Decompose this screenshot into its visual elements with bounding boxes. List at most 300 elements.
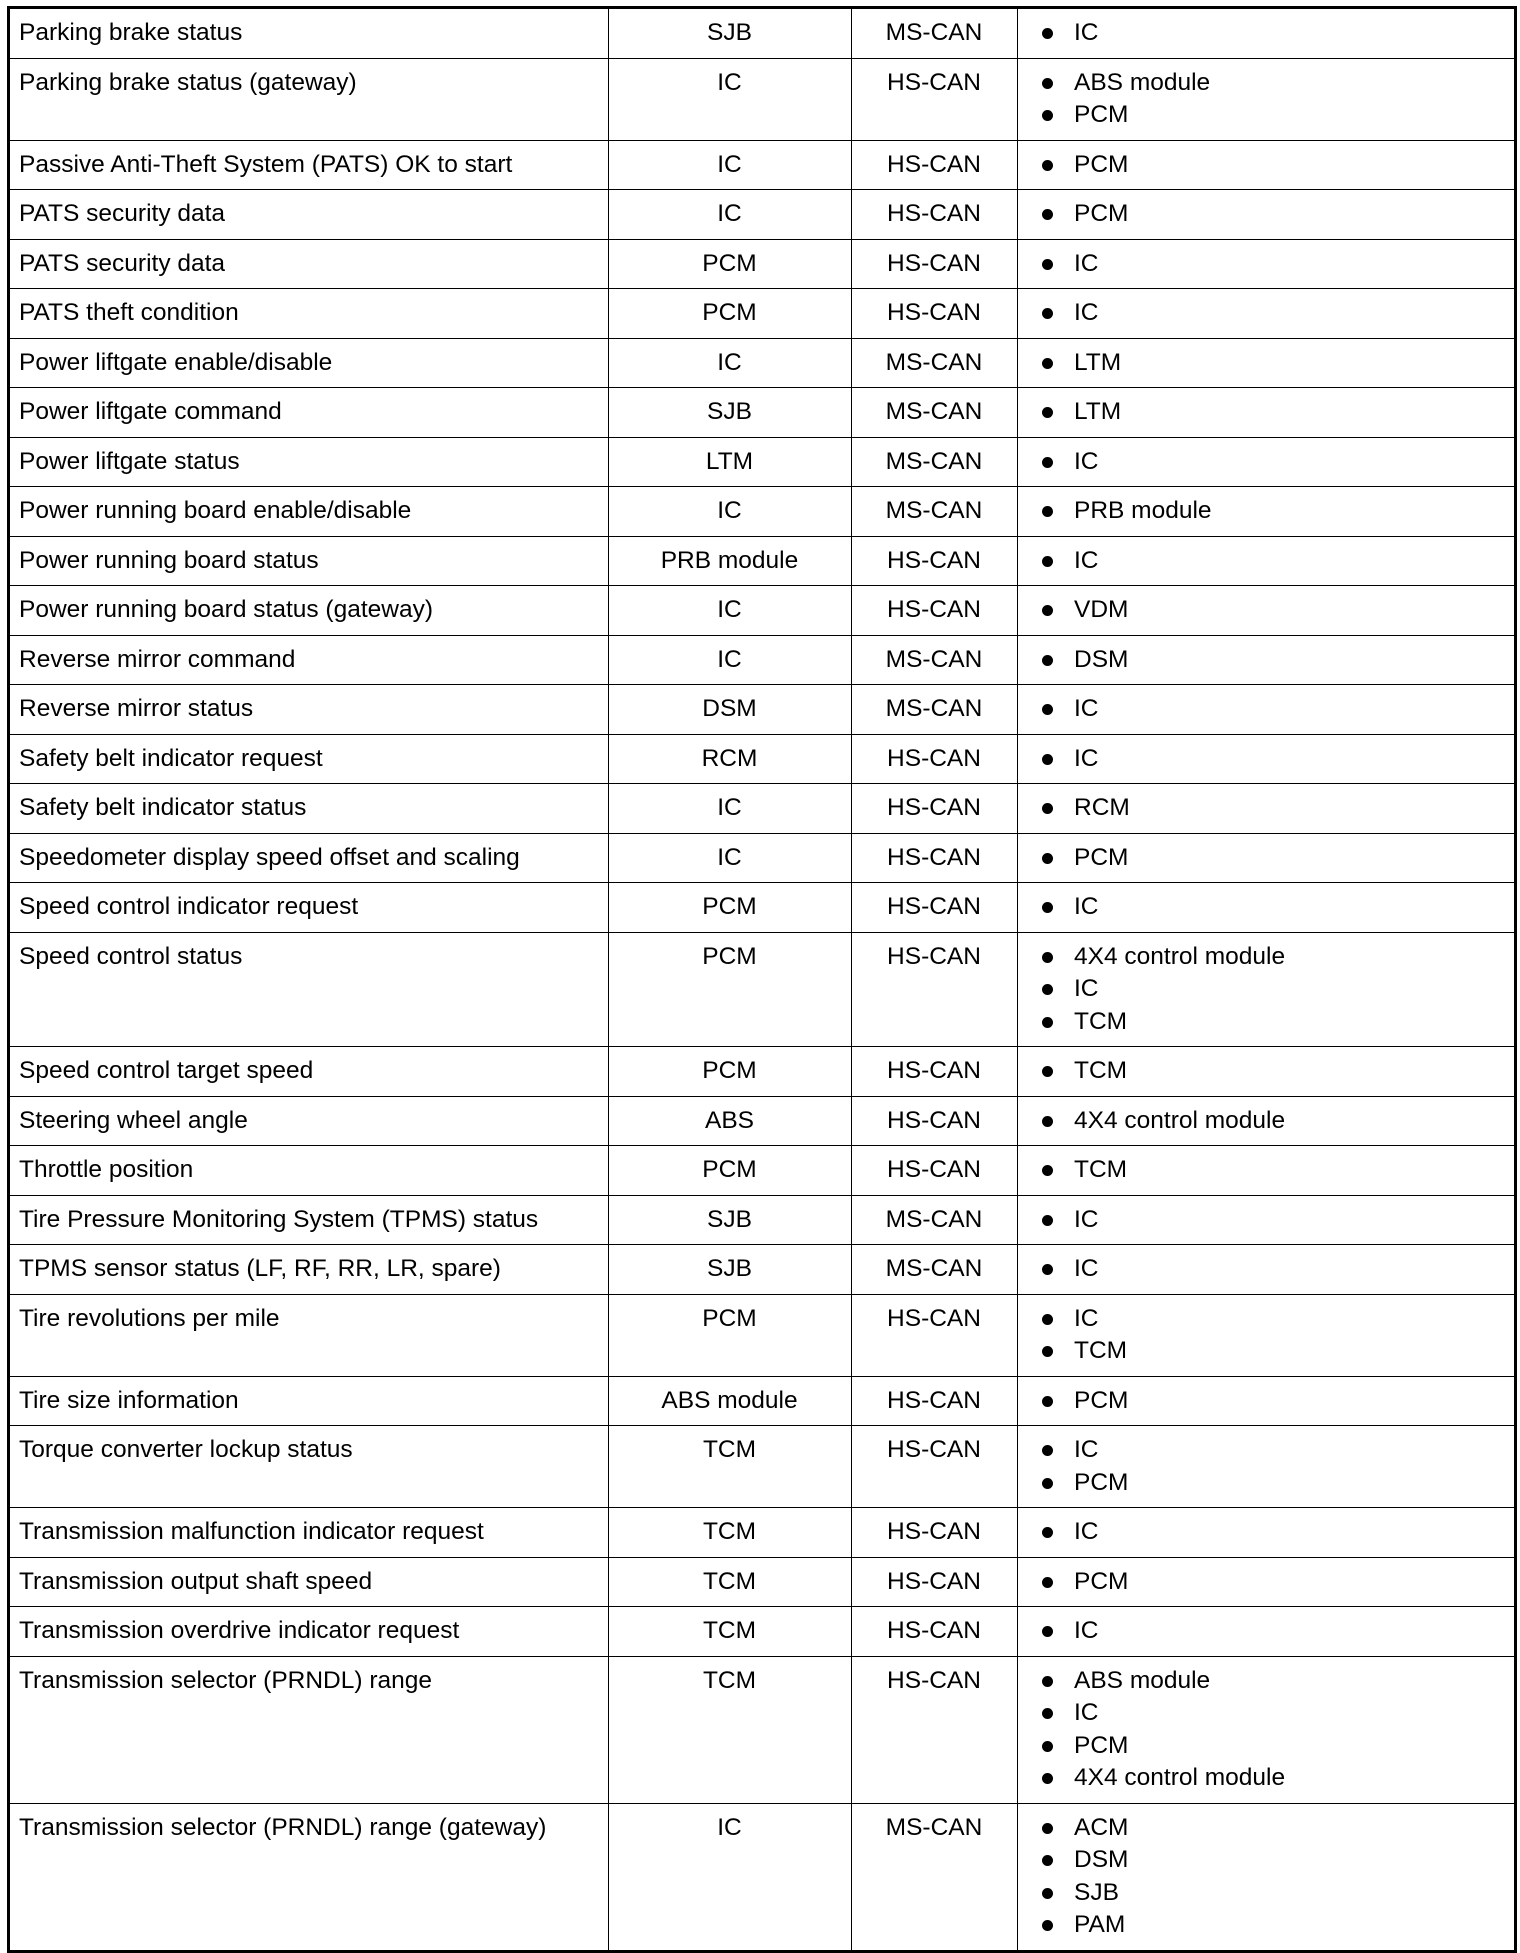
bullet-icon: [1042, 1017, 1053, 1028]
bullet-icon: [1042, 1066, 1053, 1077]
receiving-modules-cell: [1018, 635, 1516, 685]
bullet-icon: [1042, 1708, 1053, 1719]
receiver-list: [1038, 396, 1504, 429]
receiver-list: [1038, 693, 1504, 726]
message-cell: Reverse mirror command: [9, 635, 609, 685]
receiver-list: [1038, 792, 1504, 825]
table-row: [9, 140, 1516, 190]
receiver-list: [1038, 1812, 1504, 1942]
list-item: [1038, 149, 1504, 182]
message-cell: Passive Anti-Theft System (PATS) OK to start: [9, 140, 609, 190]
list-item: [1038, 842, 1504, 875]
list-item: [1038, 495, 1504, 528]
network-cell: MS-CAN: [852, 685, 1018, 735]
message-cell: Power liftgate enable/disable: [9, 338, 609, 388]
receiver-label: IC: [1074, 1699, 1099, 1726]
receiver-label: IC: [1074, 975, 1099, 1002]
message-cell: Tire Pressure Monitoring System (TPMS) status: [9, 1195, 609, 1245]
bullet-icon: [1042, 1773, 1053, 1784]
receiver-label: IC: [1074, 1205, 1099, 1233]
receiver-label: IC: [1074, 447, 1099, 475]
receiver-label: PCM: [1074, 101, 1129, 128]
transmitting-module-cell: IC: [609, 586, 852, 636]
network-cell: HS-CAN: [852, 883, 1018, 933]
table-row: [9, 685, 1516, 735]
network-cell: MS-CAN: [852, 1803, 1018, 1951]
receiving-modules-cell: [1018, 1195, 1516, 1245]
message-cell: Reverse mirror status: [9, 685, 609, 735]
network-cell: HS-CAN: [852, 734, 1018, 784]
receiving-modules-cell: [1018, 1146, 1516, 1196]
bullet-icon: [1042, 556, 1053, 567]
receiving-modules-cell: [1018, 190, 1516, 240]
transmitting-module-cell: LTM: [609, 437, 852, 487]
network-cell: HS-CAN: [852, 1557, 1018, 1607]
bullet-icon: [1042, 655, 1053, 666]
receiver-label: IC: [1074, 1255, 1099, 1282]
message-cell: Tire size information: [9, 1376, 609, 1426]
bullet-icon: [1042, 1215, 1053, 1226]
receiver-label: IC: [1074, 1518, 1099, 1545]
bullet-icon: [1042, 160, 1053, 171]
message-cell: Throttle position: [9, 1146, 609, 1196]
table-row: [9, 388, 1516, 438]
list-item: [1038, 1006, 1504, 1039]
transmitting-module-cell: IC: [609, 635, 852, 685]
list-item: [1038, 67, 1504, 100]
transmitting-module-cell: TCM: [609, 1557, 852, 1607]
table-row: [9, 289, 1516, 339]
transmitting-module-cell: PCM: [609, 883, 852, 933]
list-item: [1038, 1105, 1504, 1138]
receiver-list: [1038, 1253, 1504, 1286]
bullet-icon: [1042, 506, 1053, 517]
table-row: [9, 734, 1516, 784]
list-item: [1038, 297, 1504, 330]
transmitting-module-cell: TCM: [609, 1508, 852, 1558]
receiving-modules-cell: [1018, 932, 1516, 1047]
list-item: [1038, 1615, 1504, 1648]
receiver-label: TCM: [1074, 1007, 1128, 1035]
network-cell: HS-CAN: [852, 1376, 1018, 1426]
network-cell: HS-CAN: [852, 1607, 1018, 1657]
table-row: [9, 1508, 1516, 1558]
message-cell: PATS security data: [9, 190, 609, 240]
message-cell: Parking brake status (gateway): [9, 58, 609, 140]
receiver-label: IC: [1074, 19, 1099, 46]
table-row: [9, 1803, 1516, 1951]
receiver-label: IC: [1074, 1436, 1099, 1463]
list-item: [1038, 941, 1504, 974]
network-cell: MS-CAN: [852, 1195, 1018, 1245]
list-item: [1038, 693, 1504, 726]
receiver-label: DSM: [1074, 645, 1129, 673]
receiving-modules-cell: [1018, 1607, 1516, 1657]
bullet-icon: [1042, 605, 1053, 616]
receiving-modules-cell: [1018, 1803, 1516, 1951]
list-item: [1038, 347, 1504, 380]
receiver-list: [1038, 17, 1504, 50]
bullet-icon: [1042, 259, 1053, 270]
bullet-icon: [1042, 308, 1053, 319]
bullet-icon: [1042, 1165, 1053, 1176]
bullet-icon: [1042, 1527, 1053, 1538]
list-item: [1038, 99, 1504, 132]
bullet-icon: [1042, 78, 1053, 89]
table-row: [9, 883, 1516, 933]
receiver-label: TCM: [1074, 1337, 1128, 1364]
receiver-label: TCM: [1074, 1057, 1128, 1084]
table-row: [9, 1047, 1516, 1097]
list-item: [1038, 1665, 1504, 1698]
receiver-label: TCM: [1074, 1156, 1128, 1183]
table-row: [9, 1656, 1516, 1803]
message-cell: Power liftgate command: [9, 388, 609, 438]
receiver-list: [1038, 347, 1504, 380]
bullet-icon: [1042, 803, 1053, 814]
receiving-modules-cell: [1018, 1245, 1516, 1295]
transmitting-module-cell: PCM: [609, 1047, 852, 1097]
receiving-modules-cell: [1018, 1047, 1516, 1097]
bullet-icon: [1042, 1478, 1053, 1489]
message-cell: Transmission selector (PRNDL) range: [9, 1656, 609, 1803]
table-row: [9, 1376, 1516, 1426]
receiving-modules-cell: [1018, 685, 1516, 735]
receiver-label: VDM: [1074, 596, 1129, 623]
receiver-list: [1038, 1105, 1504, 1138]
receiving-modules-cell: [1018, 388, 1516, 438]
network-cell: MS-CAN: [852, 1245, 1018, 1295]
transmitting-module-cell: RCM: [609, 734, 852, 784]
receiver-label: PCM: [1074, 1567, 1129, 1595]
receiver-list: [1038, 842, 1504, 875]
message-cell: Power running board status (gateway): [9, 586, 609, 636]
transmitting-module-cell: IC: [609, 190, 852, 240]
receiver-label: IC: [1074, 546, 1099, 574]
list-item: [1038, 1204, 1504, 1237]
network-cell: MS-CAN: [852, 437, 1018, 487]
bullet-icon: [1042, 1346, 1053, 1357]
list-item: [1038, 1909, 1504, 1942]
bullet-icon: [1042, 1264, 1053, 1275]
transmitting-module-cell: IC: [609, 140, 852, 190]
table-row: [9, 1607, 1516, 1657]
list-item: [1038, 1762, 1504, 1795]
network-cell: HS-CAN: [852, 190, 1018, 240]
bullet-icon: [1042, 754, 1053, 765]
message-cell: Transmission output shaft speed: [9, 1557, 609, 1607]
network-cell: HS-CAN: [852, 536, 1018, 586]
document-page: [7, 6, 1514, 1953]
table-row: [9, 784, 1516, 834]
receiver-label: 4X4 control module: [1074, 1764, 1286, 1791]
list-item: [1038, 1697, 1504, 1730]
transmitting-module-cell: IC: [609, 58, 852, 140]
table-row: [9, 1096, 1516, 1146]
receiver-list: [1038, 545, 1504, 578]
transmitting-module-cell: IC: [609, 1803, 852, 1951]
transmitting-module-cell: PCM: [609, 1294, 852, 1376]
list-item: [1038, 198, 1504, 231]
list-item: [1038, 1566, 1504, 1599]
message-cell: Transmission malfunction indicator request: [9, 1508, 609, 1558]
receiving-modules-cell: [1018, 883, 1516, 933]
bullet-icon: [1042, 1920, 1053, 1931]
message-cell: Speed control target speed: [9, 1047, 609, 1097]
network-cell: HS-CAN: [852, 1096, 1018, 1146]
message-cell: Safety belt indicator request: [9, 734, 609, 784]
bullet-icon: [1042, 1823, 1053, 1834]
receiver-label: DSM: [1074, 1846, 1129, 1873]
receiver-label: IC: [1074, 893, 1099, 920]
network-cell: MS-CAN: [852, 635, 1018, 685]
network-cell: MS-CAN: [852, 487, 1018, 537]
receiving-modules-cell: [1018, 437, 1516, 487]
receiver-label: LTM: [1074, 398, 1122, 425]
list-item: [1038, 1154, 1504, 1187]
receiver-label: PAM: [1074, 1911, 1126, 1938]
list-item: [1038, 1385, 1504, 1418]
list-item: [1038, 1055, 1504, 1088]
table-row: [9, 190, 1516, 240]
transmitting-module-cell: ABS: [609, 1096, 852, 1146]
receiving-modules-cell: [1018, 784, 1516, 834]
bullet-icon: [1042, 110, 1053, 121]
transmitting-module-cell: SJB: [609, 8, 852, 59]
network-cell: HS-CAN: [852, 586, 1018, 636]
receiver-label: IC: [1074, 299, 1099, 326]
receiving-modules-cell: [1018, 1426, 1516, 1508]
message-cell: Power running board status: [9, 536, 609, 586]
message-cell: Steering wheel angle: [9, 1096, 609, 1146]
table-row: [9, 487, 1516, 537]
list-item: [1038, 248, 1504, 281]
receiving-modules-cell: [1018, 536, 1516, 586]
table-row: [9, 1557, 1516, 1607]
bullet-icon: [1042, 1888, 1053, 1899]
table-row: [9, 833, 1516, 883]
transmitting-module-cell: TCM: [609, 1607, 852, 1657]
receiver-label: IC: [1074, 744, 1099, 772]
list-item: [1038, 1844, 1504, 1877]
table-row: [9, 1245, 1516, 1295]
list-item: [1038, 1730, 1504, 1763]
network-cell: HS-CAN: [852, 932, 1018, 1047]
receiver-label: PCM: [1074, 843, 1129, 871]
message-cell: PATS security data: [9, 239, 609, 289]
transmitting-module-cell: DSM: [609, 685, 852, 735]
receiver-list: [1038, 1615, 1504, 1648]
transmitting-module-cell: PCM: [609, 239, 852, 289]
receiver-list: [1038, 1204, 1504, 1237]
message-cell: Speed control status: [9, 932, 609, 1047]
receiver-label: ACM: [1074, 1813, 1129, 1841]
receiver-label: 4X4 control module: [1074, 942, 1286, 970]
list-item: [1038, 1434, 1504, 1467]
receiver-label: RCM: [1074, 794, 1130, 821]
network-cell: HS-CAN: [852, 784, 1018, 834]
list-item: [1038, 545, 1504, 578]
receiver-label: PCM: [1074, 1731, 1129, 1759]
receiver-list: [1038, 644, 1504, 677]
bullet-icon: [1042, 1445, 1053, 1456]
transmitting-module-cell: SJB: [609, 388, 852, 438]
list-item: [1038, 396, 1504, 429]
bullet-icon: [1042, 853, 1053, 864]
table-row: [9, 1426, 1516, 1508]
message-cell: PATS theft condition: [9, 289, 609, 339]
table-row: [9, 239, 1516, 289]
list-item: [1038, 1303, 1504, 1336]
transmitting-module-cell: TCM: [609, 1656, 852, 1803]
bullet-icon: [1042, 1116, 1053, 1127]
message-cell: Tire revolutions per mile: [9, 1294, 609, 1376]
receiver-list: [1038, 594, 1504, 627]
message-cell: Transmission overdrive indicator request: [9, 1607, 609, 1657]
receiving-modules-cell: [1018, 487, 1516, 537]
network-cell: HS-CAN: [852, 140, 1018, 190]
network-message-table: [7, 6, 1517, 1953]
receiver-label: PCM: [1074, 1468, 1129, 1496]
bullet-icon: [1042, 209, 1053, 220]
receiver-list: [1038, 446, 1504, 479]
message-cell: Speed control indicator request: [9, 883, 609, 933]
receiver-list: [1038, 198, 1504, 231]
table-row: [9, 536, 1516, 586]
list-item: [1038, 743, 1504, 776]
message-cell: Speedometer display speed offset and scaling: [9, 833, 609, 883]
receiver-label: IC: [1074, 249, 1099, 277]
receiver-list: [1038, 1303, 1504, 1368]
receiver-list: [1038, 1055, 1504, 1088]
receiving-modules-cell: [1018, 1376, 1516, 1426]
receiving-modules-cell: [1018, 8, 1516, 59]
bullet-icon: [1042, 952, 1053, 963]
network-cell: HS-CAN: [852, 1426, 1018, 1508]
receiver-label: SJB: [1074, 1878, 1119, 1906]
list-item: [1038, 891, 1504, 924]
receiver-label: IC: [1074, 695, 1099, 722]
transmitting-module-cell: IC: [609, 784, 852, 834]
table-row: [9, 8, 1516, 59]
transmitting-module-cell: IC: [609, 338, 852, 388]
bullet-icon: [1042, 407, 1053, 418]
receiver-label: IC: [1074, 1617, 1099, 1644]
receiver-list: [1038, 1154, 1504, 1187]
list-item: [1038, 973, 1504, 1006]
receiver-label: 4X4 control module: [1074, 1106, 1286, 1134]
message-cell: Transmission selector (PRNDL) range (gateway): [9, 1803, 609, 1951]
receiving-modules-cell: [1018, 1508, 1516, 1558]
receiver-list: [1038, 1566, 1504, 1599]
receiver-label: ABS module: [1074, 1666, 1211, 1694]
transmitting-module-cell: IC: [609, 833, 852, 883]
receiver-list: [1038, 149, 1504, 182]
receiver-list: [1038, 297, 1504, 330]
receiving-modules-cell: [1018, 1557, 1516, 1607]
list-item: [1038, 1253, 1504, 1286]
table-row: [9, 437, 1516, 487]
receiving-modules-cell: [1018, 1294, 1516, 1376]
list-item: [1038, 1467, 1504, 1500]
bullet-icon: [1042, 28, 1053, 39]
receiving-modules-cell: [1018, 140, 1516, 190]
list-item: [1038, 446, 1504, 479]
network-cell: HS-CAN: [852, 1656, 1018, 1803]
message-cell: TPMS sensor status (LF, RF, RR, LR, spare): [9, 1245, 609, 1295]
network-cell: HS-CAN: [852, 239, 1018, 289]
message-cell: Safety belt indicator status: [9, 784, 609, 834]
transmitting-module-cell: TCM: [609, 1426, 852, 1508]
network-cell: HS-CAN: [852, 1146, 1018, 1196]
message-cell: Torque converter lockup status: [9, 1426, 609, 1508]
network-cell: MS-CAN: [852, 8, 1018, 59]
receiver-list: [1038, 1434, 1504, 1499]
list-item: [1038, 644, 1504, 677]
list-item: [1038, 1335, 1504, 1368]
network-cell: MS-CAN: [852, 338, 1018, 388]
receiving-modules-cell: [1018, 833, 1516, 883]
receiver-list: [1038, 891, 1504, 924]
receiver-label: LTM: [1074, 348, 1122, 376]
receiving-modules-cell: [1018, 1656, 1516, 1803]
receiving-modules-cell: [1018, 239, 1516, 289]
receiver-list: [1038, 248, 1504, 281]
receiver-list: [1038, 495, 1504, 528]
list-item: [1038, 17, 1504, 50]
receiving-modules-cell: [1018, 1096, 1516, 1146]
bullet-icon: [1042, 457, 1053, 468]
table-row: [9, 1195, 1516, 1245]
list-item: [1038, 1877, 1504, 1910]
table-row: [9, 932, 1516, 1047]
transmitting-module-cell: PCM: [609, 1146, 852, 1196]
network-cell: HS-CAN: [852, 1047, 1018, 1097]
receiving-modules-cell: [1018, 289, 1516, 339]
table-row: [9, 338, 1516, 388]
list-item: [1038, 792, 1504, 825]
receiver-label: PCM: [1074, 150, 1129, 178]
table-row: [9, 586, 1516, 636]
transmitting-module-cell: PCM: [609, 289, 852, 339]
transmitting-module-cell: PCM: [609, 932, 852, 1047]
receiver-list: [1038, 743, 1504, 776]
table-body: [9, 8, 1516, 1952]
receiving-modules-cell: [1018, 338, 1516, 388]
bullet-icon: [1042, 704, 1053, 715]
bullet-icon: [1042, 1396, 1053, 1407]
list-item: [1038, 594, 1504, 627]
transmitting-module-cell: ABS module: [609, 1376, 852, 1426]
message-cell: Power running board enable/disable: [9, 487, 609, 537]
transmitting-module-cell: SJB: [609, 1195, 852, 1245]
receiver-label: ABS module: [1074, 68, 1211, 96]
message-cell: Parking brake status: [9, 8, 609, 59]
table-row: [9, 635, 1516, 685]
table-row: [9, 58, 1516, 140]
bullet-icon: [1042, 902, 1053, 913]
list-item: [1038, 1516, 1504, 1549]
list-item: [1038, 1812, 1504, 1845]
receiving-modules-cell: [1018, 586, 1516, 636]
receiver-label: PCM: [1074, 200, 1129, 227]
table-row: [9, 1294, 1516, 1376]
receiver-label: PRB module: [1074, 497, 1212, 524]
network-cell: HS-CAN: [852, 833, 1018, 883]
bullet-icon: [1042, 1676, 1053, 1687]
transmitting-module-cell: PRB module: [609, 536, 852, 586]
transmitting-module-cell: SJB: [609, 1245, 852, 1295]
